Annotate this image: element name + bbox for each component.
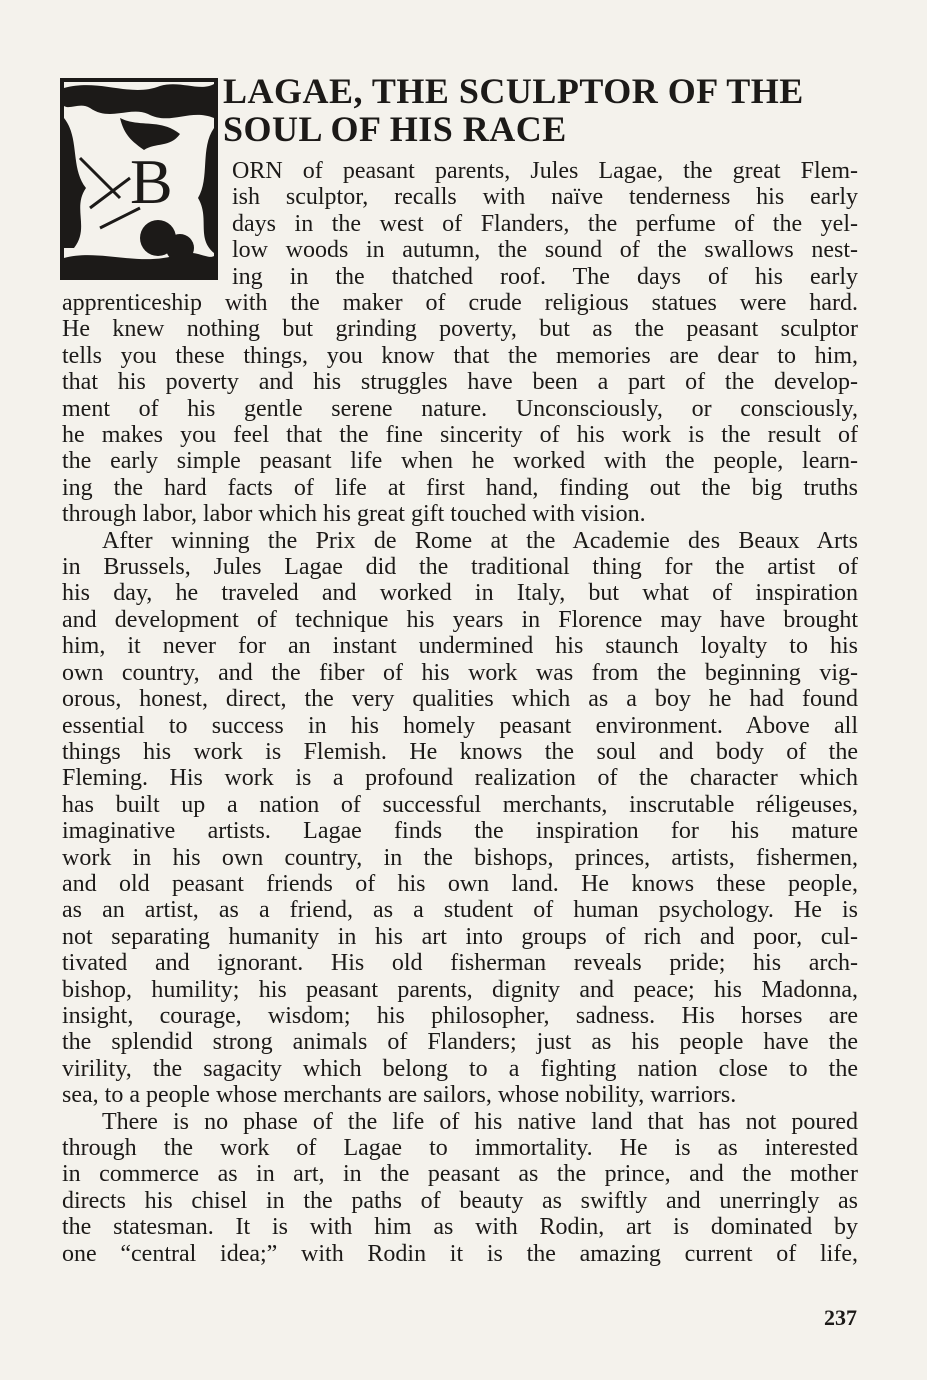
text-line: tivated and ignorant. His old fisherman reveals pride; his arch- xyxy=(62,950,858,977)
opening-paragraph xyxy=(232,158,858,290)
drop-cap: B xyxy=(130,146,173,217)
text-line: virility, the sagacity which belong to a fighting nation close to the xyxy=(62,1055,858,1082)
text-line: in commerce as in art, in the peasant as the prince, and the mother xyxy=(62,1161,858,1188)
text-line: ing the hard facts of life at first hand, finding out the big truths xyxy=(62,474,858,501)
text-line: ment of his gentle serene nature. Unconsciously, or consciously, xyxy=(62,395,858,422)
text-line: Fleming. His work is a profound realization of the character which xyxy=(62,765,858,792)
text-line: own country, and the fiber of his work was from the beginning vig- xyxy=(62,659,858,686)
text-line: directs his chisel in the paths of beauty as swiftly and unerringly as xyxy=(62,1187,858,1214)
text-line: days in the west of Flanders, the perfume of the yel- xyxy=(232,210,858,237)
text-line: has built up a nation of successful merchants, inscrutable réligeuses, xyxy=(62,791,858,818)
title-line: SOUL OF HIS RACE xyxy=(223,109,567,149)
text-line: him, it never for an instant undermined his staunch loyalty to his xyxy=(62,633,858,660)
text-line: imaginative artists. Lagae finds the inspiration for his mature xyxy=(62,818,858,845)
title-line: LAGAE, THE SCULPTOR OF THE xyxy=(223,71,804,111)
text-line: work in his own country, in the bishops, princes, artists, fishermen, xyxy=(62,844,858,871)
text-line: After winning the Prix de Rome at the Academie des Beaux Arts xyxy=(102,527,858,554)
text-line: one “central idea;” with Rodin it is the amazing current of life, xyxy=(62,1240,858,1267)
text-line: ORN of peasant parents, Jules Lagae, the great Flem- xyxy=(232,158,858,184)
text-line: the statesman. It is with him as with Rodin, art is dominated by xyxy=(62,1214,858,1241)
page-number: 237 xyxy=(824,1305,857,1330)
text-line: ing in the thatched roof. The days of his early xyxy=(232,263,858,290)
text-line: in Brussels, Jules Lagae did the traditional thing for the artist of xyxy=(62,554,858,581)
text-line: not separating humanity in his art into groups of rich and poor, cul- xyxy=(62,923,858,950)
text-line: He knew nothing but grinding poverty, but as the peasant sculptor xyxy=(62,316,858,343)
text-line: the early simple peasant life when he worked with the people, learn- xyxy=(62,448,858,475)
text-line: things his work is Flemish. He knows the soul and body of the xyxy=(62,738,858,765)
decorated-initial-icon xyxy=(60,78,218,280)
text-line: There is no phase of the life of his native land that has not poured xyxy=(102,1108,858,1135)
text-line: apprenticeship with the maker of crude religious statues were hard. xyxy=(62,290,858,316)
text-line: orous, honest, direct, the very qualities which as a boy he had found xyxy=(62,686,858,713)
text-line: and development of technique his years in Florence may have brought xyxy=(62,606,858,633)
text-line: essential to success in his homely peasant environment. Above all xyxy=(62,712,858,739)
text-line: bishop, humility; his peasant parents, dignity and peace; his Madonna, xyxy=(62,976,858,1003)
text-line: tells you these things, you know that the memories are dear to him, xyxy=(62,342,858,369)
text-line: through labor, labor which his great gift touched with vision. xyxy=(62,501,646,528)
text-line: and old peasant friends of his own land. He knows these people, xyxy=(62,870,858,897)
text-line: that his poverty and his struggles have been a part of the develop- xyxy=(62,369,858,396)
text-line: ish sculptor, recalls with naïve tenderness his early xyxy=(232,184,858,211)
text-line: as an artist, as a friend, as a student of human psychology. He is xyxy=(62,897,858,924)
text-line: the splendid strong animals of Flanders; just as his people have the xyxy=(62,1029,858,1056)
article-title xyxy=(223,72,873,148)
body-text xyxy=(62,290,858,1267)
text-line: his day, he traveled and worked in Italy, but what of inspiration xyxy=(62,580,858,607)
text-line: insight, courage, wisdom; his philosopher, sadness. His horses are xyxy=(62,1002,858,1029)
text-line: through the work of Lagae to immortality. He is as interested xyxy=(62,1135,858,1161)
text-line: he makes you feel that the fine sincerity of his work is the result of xyxy=(62,422,858,449)
text-line: low woods in autumn, the sound of the swallows nest- xyxy=(232,237,858,264)
text-line: sea, to a people whose merchants are sailors, whose nobility, warriors. xyxy=(62,1082,737,1109)
